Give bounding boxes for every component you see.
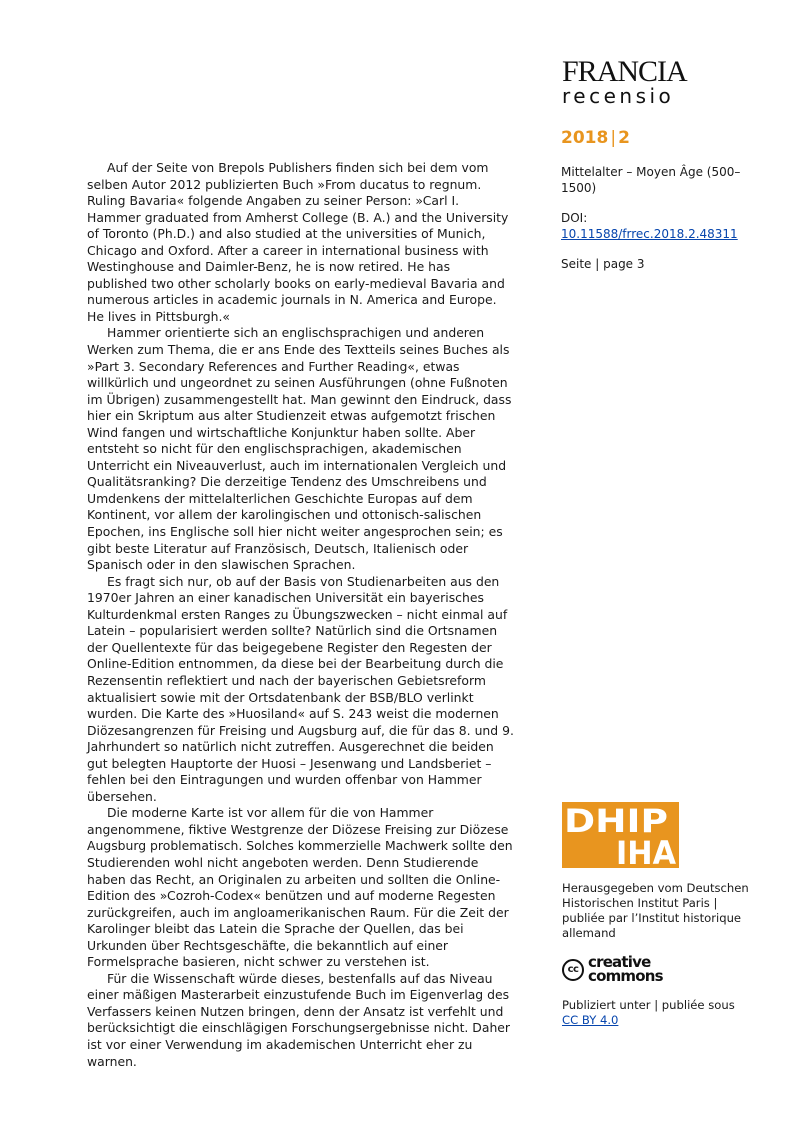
iha-text: IHA [616,834,677,868]
license-link[interactable]: CC BY 4.0 [562,1013,619,1027]
francia-recensio-logo [562,55,714,108]
issue-number [561,128,741,148]
cc-word-creative: creative [588,953,651,971]
doi-label: DOI: [561,211,588,225]
cc-wordmark [588,955,663,983]
doi-link[interactable]: 10.11588/frrec.2018.2.48311 [561,227,738,241]
issue-num: 2 [618,128,630,148]
paragraph: Die moderne Karte ist vor allem für die von Hammer angenommene, fiktive Westgrenze der Diözese Freising zur Diözese Augsburg problematisch. Solches kommerzielle Machwerk sollte den Studierenden wohl nicht angeboten werden. Denn Studierende haben das Recht, an Originalen zu arbeiten und sollten die Online-Edition des »Cozroh-Codex« benützen und auf moderne Regesten zurückgreifen, auch im angloamerikanischen Raum. Für die Zeit der Karolinger bleibt das Latein die Sprache der Quellen, das bei Urkunden über Rechtsgeschäfte, die bekanntlich auf einer Formelsprache basieren, nicht schwer zu verstehen ist. [87,805,513,970]
creative-commons-logo [562,953,692,987]
dhip-logo-graphic [562,802,679,868]
paragraph: Auf der Seite von Brepols Publishers finden sich bei dem vom selben Autor 2012 publizierten Buch »From ducatus to regnum. Ruling Bavaria« folgende Angaben zu seiner Person: »Carl I. Hammer graduated from Amherst College (B. A.) and the University of Toronto (Ph.D.) and also studied at the universities of Munich, Chicago and Oxford. After a career in international business with Westinghouse and Daimler-Benz, he is now retired. He has published two other scholarly books on early-medieval Bavaria and numerous articles in academic journals in N. America and Europe. He lives in Pittsburgh.« [87,160,509,324]
issue-year: 2018 [561,128,609,148]
logo-recensio: recensio [562,84,675,108]
license-text: Publiziert unter | publiée sous [562,998,735,1012]
paragraph: Für die Wissenschaft würde dieses, bestenfalls auf das Niveau einer mäßigen Masterarbeit einzustufende Buch im Eigenverlag des Verfassers keinen Nutzen bringen, denn der Ansatz ist verfehlt und berücksichtigt die einschlägigen Forschungsergebnisse nicht. Daher ist vor einer Verwendung im akademischen Unterricht eher zu warnen. [87,970,511,1069]
cc-word-commons: commons [588,967,663,985]
dhip-text: DHIP [564,802,668,840]
page-reference: Seite | page 3 [561,257,645,271]
publisher-note: Herausgegeben vom Deutschen Historischen Institut Paris | publiée par l’Institut historique allemand [562,881,749,940]
sidebar [561,128,741,272]
paragraph: Hammer orientierte sich an englischsprachigen und anderen Werken zum Thema, die er ans Ende des Textteils seines Buches als »Part 3. Secondary References and Further Reading«, etwas willkürlich und ungeordnet zu seinen Ausführungen (ohne Fußnoten im Übrigen) zusammengestellt hat. Man gewinnt den Eindruck, dass hier ein Skriptum aus alter Studienzeit etwas aufgemotzt frischen Wind fangen und wirtschaftliche Konjunktur haben sollte. Aber entsteht so nicht für den englischsprachigen, akademischen Unterricht ein Niveauverlust, auch im internationalen Vergleich und Qualitätsranking? Die derzeitige Tendenz des Umschreibens und Umdenkens der mittelalterlichen Geschichte Europas auf dem Kontinent, vor allem der karolingischen und ottonisch-salischen Epochen, ins Englische soll hier nicht weiter angesprochen sein; es gibt beste Literatur auf Französisch, Deutsch, Italienisch oder Spanisch oder in den slawischen Sprachen. [87,325,512,573]
paragraph: Es fragt sich nur, ob auf der Basis von Studienarbeiten aus den 1970er Jahren an einer kanadischen Universität ein bayerisches Kulturdenkmal ersten Ranges zu Übungszwecken – nicht einmal auf Latein – popularisiert werden sollte? Natürlich sind die Ortsnamen der Quellentexte für das beigegebene Register den Regesten der Online-Edition entnommen, da diese bei der Bearbeitung durch die Rezensentin reflektiert und nach der bayerischen Gebietsreform aktualisiert sowie mit der Ortsdatenbank der BSB/BLO verlinkt wurden. Die Karte des »Huosiland« auf S. 243 weist die modernen Diözesangrenzen für Freising und Augsburg auf, die für das 8. und 9. Jahrhundert so natürlich nicht zutreffen. Ausgerechnet die beiden gut belegten Hauptorte der Huosi – Jesenwang und Landsberiet – fehlen bei den Eintragungen und wurden offenbar von Hammer übersehen. [87,573,514,804]
cc-icon: cc [562,959,584,981]
review-body [87,160,514,1070]
logo-francia: FRANCIA [562,55,687,88]
license-note [562,998,752,1028]
dhip-iha-logo [562,802,679,868]
period-label: Mittelalter – Moyen Âge (500–1500) [561,165,741,195]
issue-separator: | [610,128,617,148]
